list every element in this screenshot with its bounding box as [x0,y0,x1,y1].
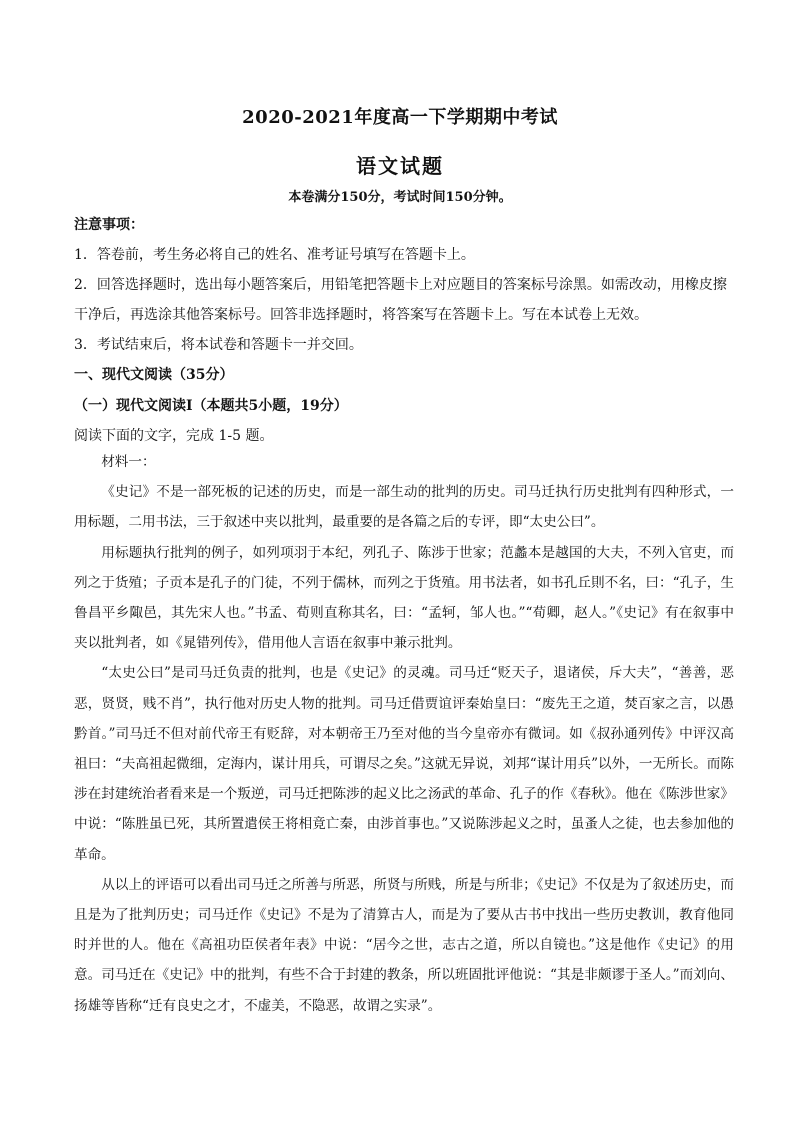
exam-title: 2020-2021年度高一下学期期中考试 [242,107,558,128]
reading-instruction: 阅读下面的文字，完成 1-5 题。 [74,428,274,444]
paragraph: “太史公曰”是司马迁负责的批判，也是《史记》的灵魂。司马迁“贬天子，退诸侯，斥大夫”，“善善，恶恶，贤贤，贱不肖”，执行他对历史人物的批判。司马迁借贾谊评秦始皇曰：“废先王之道，焚百家之言，以愚黔首。”司马迁不但对前代帝王有贬辞，对本朝帝王乃至对他的当今皇帝亦有微词。如《叔孙通列传》中评汉高祖曰：“夫高祖起微细，定海内，谋计用兵，可谓尽之矣。”这就无异说，刘邦“谋计用兵”以外，一无所长。而陈涉在封建统治者看来是一个叛逆，司马迁把陈涉的起义比之汤武的革命、孔子的作《春秋》。他在《陈涉世家》中说：“陈胜虽已死，其所置遣侯王将相竟亡秦，由涉首事也。”又说陈涉起义之时，虽蚤人之徒，也去参加他的革命。 [74,665,734,863]
section-heading: 一、现代文阅读（35分） [74,367,234,383]
notice-item-2: 2．回答选择题时，选出每小题答案后，用铅笔把答题卡上对应题目的答案标号涂黑。如需改动，用橡皮擦干净后，再选涂其他答案标号。回答非选择题时，将答案写在答题卡上。写在本试卷上无效。 [74,277,727,323]
subsection-heading: （一）现代文阅读Ⅰ（本题共5小题，19分） [74,398,348,414]
score-time-note: 本卷满分150分，考试时间150分钟。 [288,190,512,205]
paragraph: 《史记》不是一部死板的记述的历史，而是一部生动的批判的历史。司马迁执行历史批判有四种形式，一用标题，二用书法，三于叙述中夹以批判，最重要的是各篇之后的专评，即“太史公曰”。 [74,484,734,531]
material-label: 材料一： [101,454,156,470]
paragraph: 用标题执行批判的例子，如列项羽于本纪，列孔子、陈涉于世家；范蠡本是越国的大夫，不列入官吏，而列之于货殖；子贡本是孔子的门徒，不列于儒林，而列之于货殖。用书法者，如书孔丘則不名，曰：“孔子，生鲁昌平乡陬邑，其先宋人也。”书孟、荀则直称其名，曰：“孟轲，邹人也。”“荀卿，赵人。”《史记》有在叙事中夹以批判者，如《晁错列传》，借用他人言语在叙事中兼示批判。 [74,544,734,652]
exam-subtitle: 语文试题 [356,154,444,178]
material-text [74,447,734,1021]
notice-item-1: 1．答卷前，考生务必将自己的姓名、准考证号填写在答题卡上。 [74,247,475,263]
notice-heading: 注意事项： [74,217,144,233]
paragraph: 从以上的评语可以看出司马迁之所善与所恶，所贤与所贱，所是与所非；《史记》不仅是为了叙述历史，而且是为了批判历史；司马迁作《史记》不是为了清算古人，而是为了要从古书中找出一些历史教训，教育他同时并世的人。他在《高祖功臣侯者年表》中说：“居今之世，志古之道，所以自镜也。”这是他作《史记》的用意。司马迁在《史记》中的批判，有些不合于封建的教条，所以班固批评他说：“其是非颇谬于圣人。”而刘向、扬雄等皆称“迁有良史之才，不虚美，不隐恶，故谓之实录”。 [74,876,734,1014]
notice-item-3: 3．考试结束后，将本试卷和答题卡一并交回。 [74,337,363,353]
